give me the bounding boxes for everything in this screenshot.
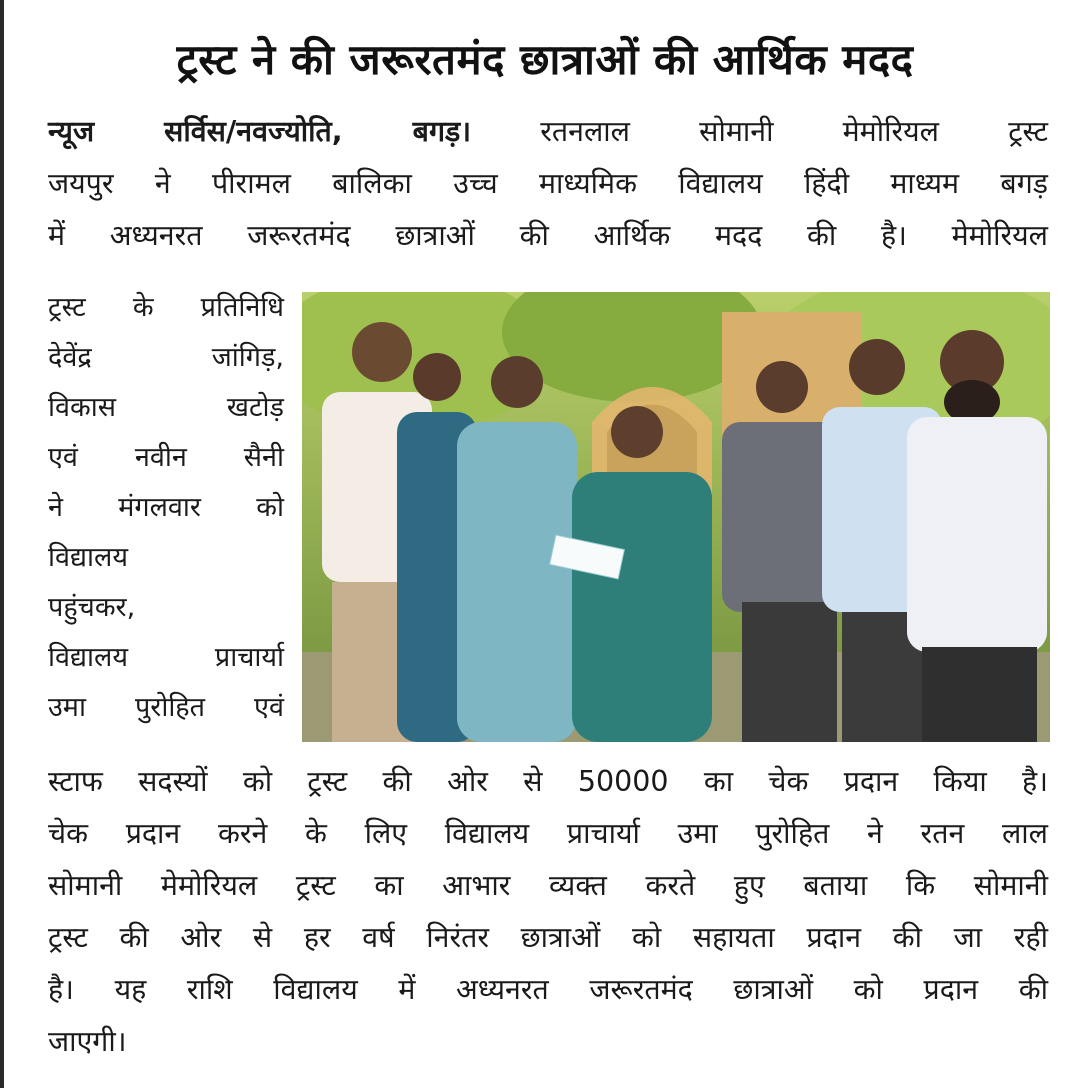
side-line-6: विद्यालय — [48, 542, 128, 573]
news-photo — [302, 292, 1050, 742]
column-rule — [0, 0, 4, 1088]
article-line-7: ट्रस्ट की ओर से हर वर्ष निरंतर छात्राओं को सहायता प्रदान की जा रही — [48, 921, 1048, 954]
article-headline: ट्रस्ट ने की जरूरतमंद छात्राओं की आर्थिक मदद — [176, 35, 914, 84]
article-line-4: स्टाफ सदस्यों को ट्रस्ट की ओर से 50000 का चेक प्रदान किया है। — [48, 765, 1048, 798]
article-text: रतनलाल सोमानी मेमोरियल ट्रस्ट — [540, 115, 1049, 148]
side-line-5: ने मंगलवार को — [48, 492, 284, 523]
article-line-8: है। यह राशि विद्यालय में अध्यनरत जरूरतमंद छात्राओं को प्रदान की — [48, 973, 1048, 1006]
article-line-2: जयपुर ने पीरामल बालिका उच्च माध्यमिक विद्यालय हिंदी माध्यम बगड़ — [48, 167, 1048, 200]
article-line-6: सोमानी मेमोरियल ट्रस्ट का आभार व्यक्त करते हुए बताया कि सोमानी — [48, 869, 1048, 902]
article-line-3: में अध्यनरत जरूरतमंद छात्राओं की आर्थिक मदद की है। मेमोरियल — [48, 219, 1048, 252]
side-line-9: उमा पुरोहित एवं — [48, 692, 284, 723]
side-line-4: एवं नवीन सैनी — [48, 442, 284, 473]
side-line-1: ट्रस्ट के प्रतिनिधि — [48, 292, 284, 323]
side-line-3: विकास खटोड़ — [48, 392, 284, 423]
side-line-7: पहुंचकर, — [48, 592, 136, 623]
article-line-5: चेक प्रदान करने के लिए विद्यालय प्राचार्या उमा पुरोहित ने रतन लाल — [48, 817, 1048, 850]
dateline: न्यूज सर्विस/नवज्योति, बगड़। — [48, 115, 472, 148]
article-line-9: जाएगी। — [48, 1025, 127, 1058]
side-line-2: देवेंद्र जांगिड़, — [48, 342, 284, 373]
photo-illustration — [302, 292, 1050, 742]
side-line-8: विद्यालय प्राचार्या — [48, 642, 284, 673]
article-line-1 — [48, 108, 1048, 156]
